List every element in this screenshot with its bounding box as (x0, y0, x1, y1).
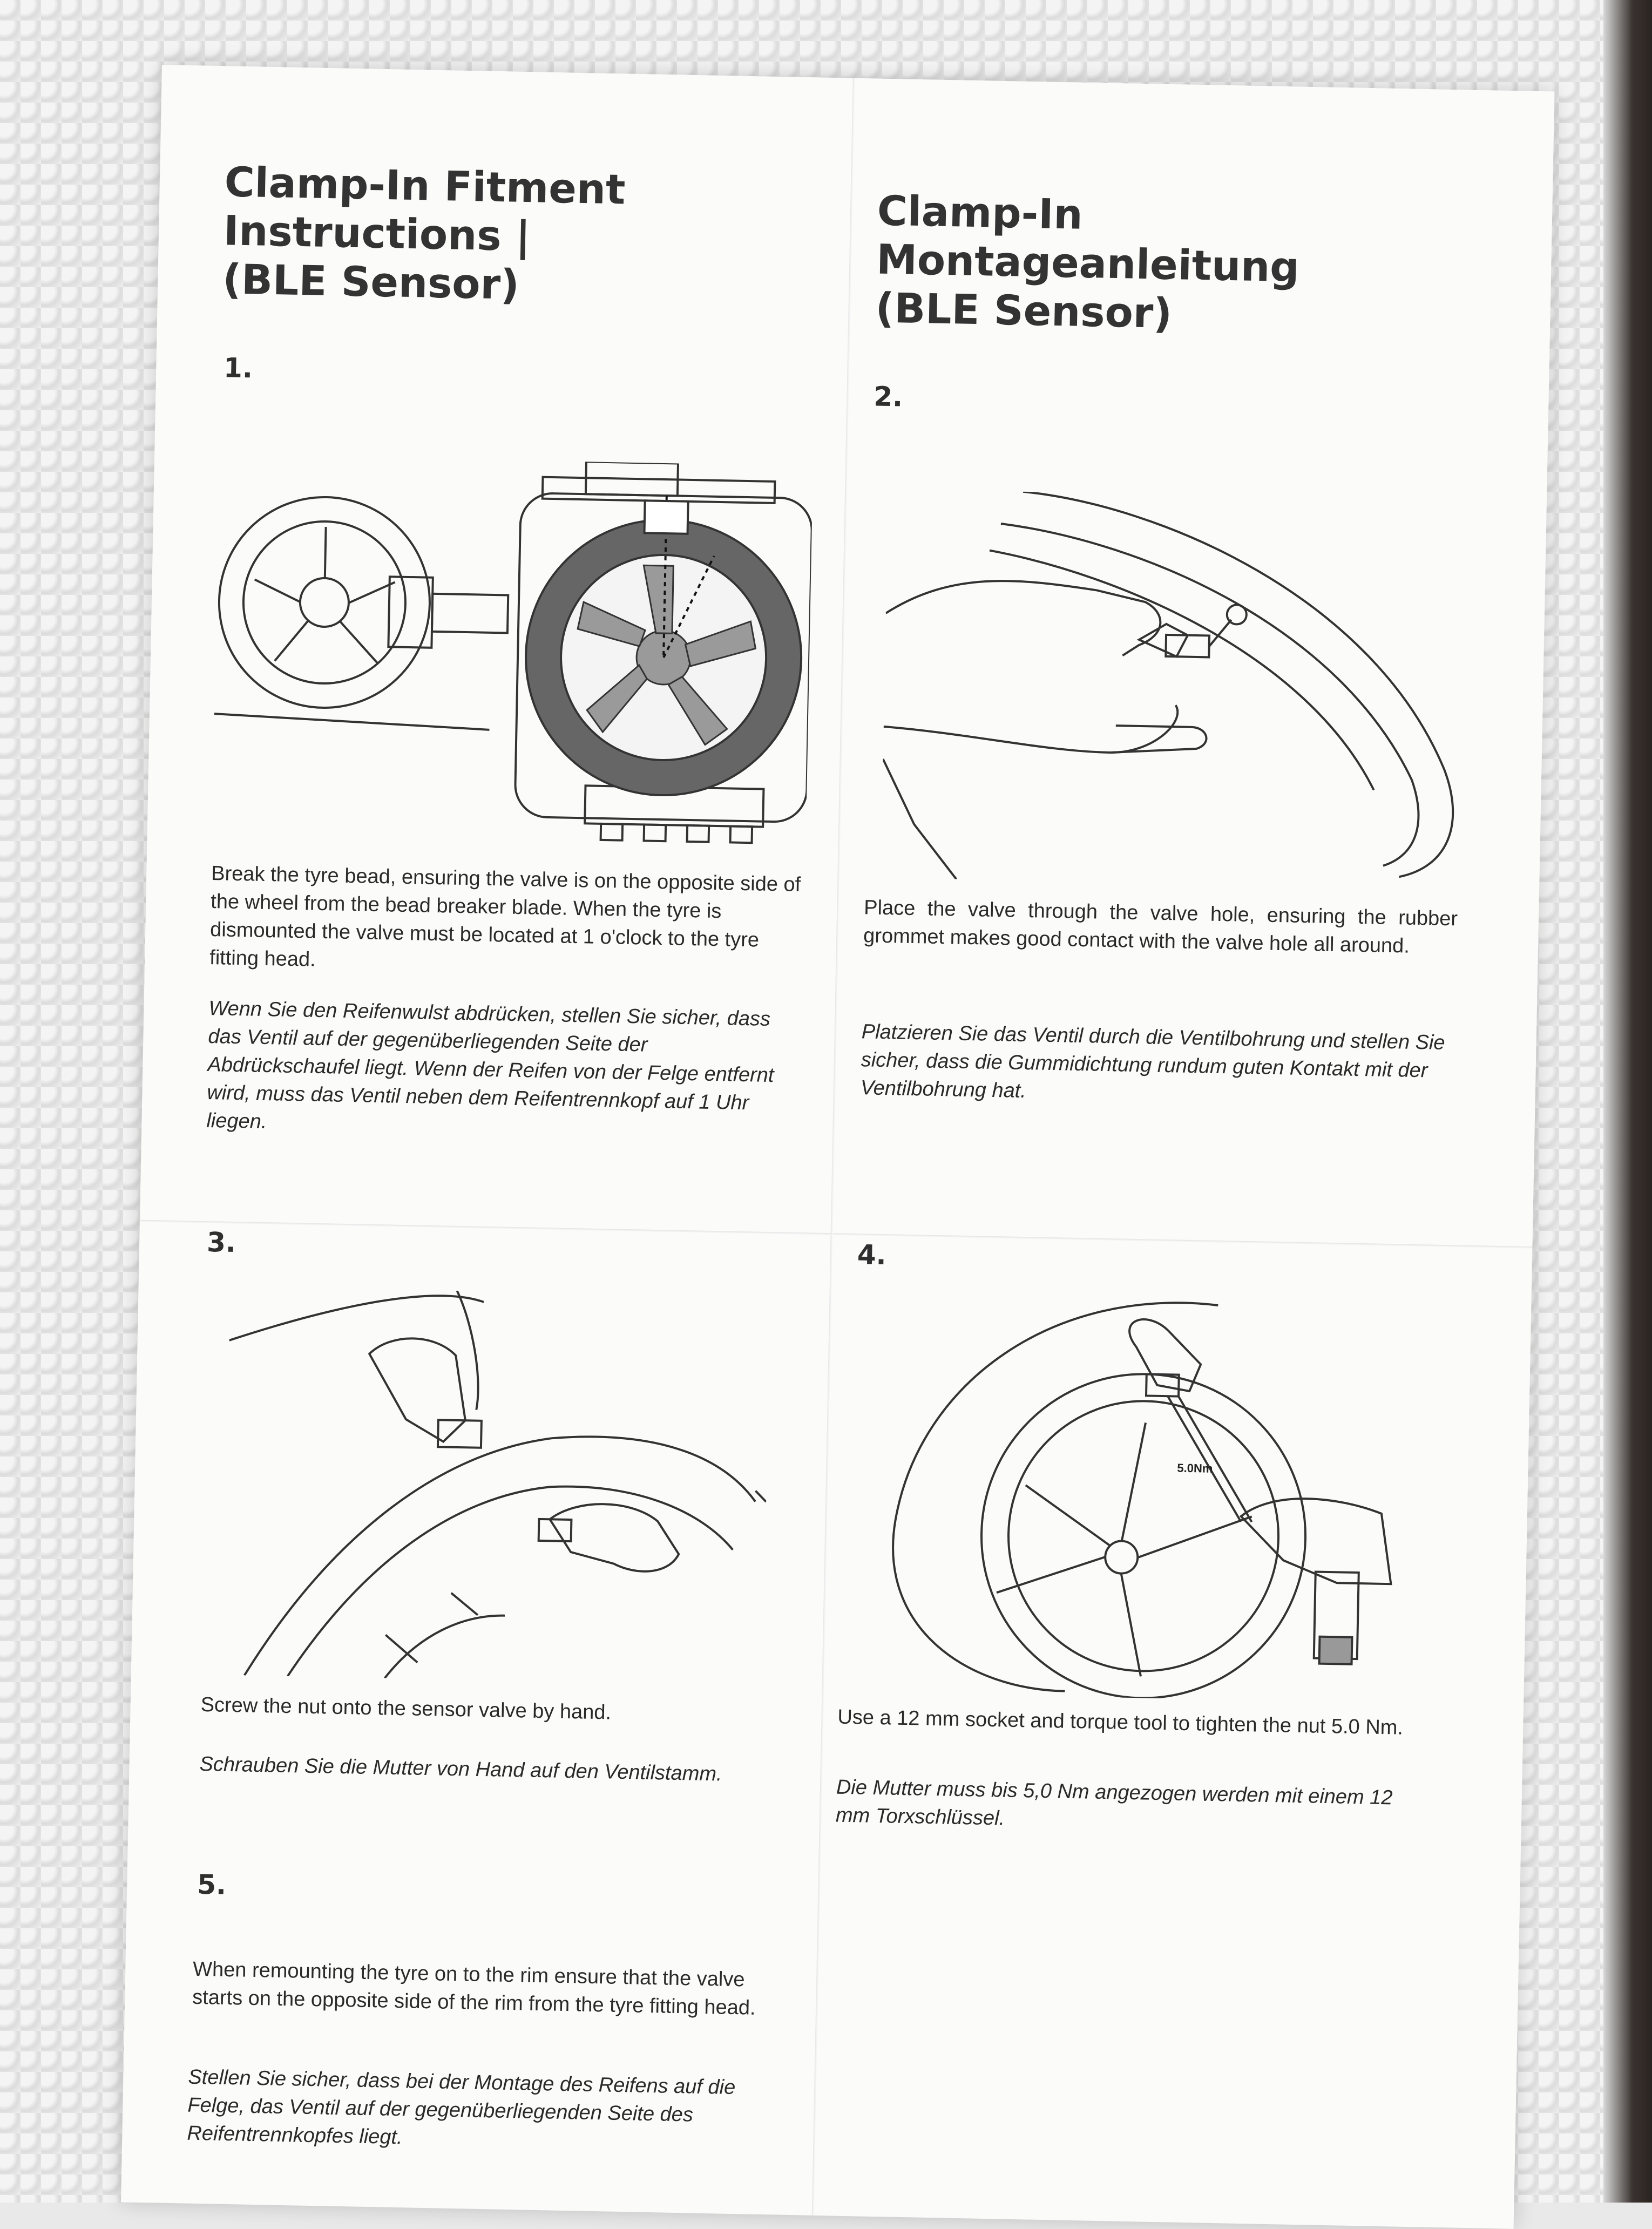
instruction-sheet (121, 65, 1555, 2229)
step-2-text-german: Platzieren Sie das Ventil durch die Ventilbohrung und stellen Sie sicher, dass die Gummidichtung rundum guten Kontakt mit der Ventilbohrung hat. (860, 1020, 1445, 1103)
step-4-illustration (859, 1293, 1434, 1704)
step-2-number: 2. (873, 381, 903, 413)
step-4-number: 4. (857, 1239, 887, 1271)
step-1-illustration (212, 455, 813, 855)
step-4-text-german: Die Mutter muss bis 5,0 Nm angezogen werden mit einem 12 mm Torxschlüssel. (835, 1776, 1393, 1830)
fold-line-horizontal (140, 1220, 1533, 1249)
title-english-line-2: (BLE Sensor) (222, 255, 520, 309)
title-german-line-1: Clamp-In Montageanleitung (876, 186, 1300, 292)
step-1-text-german: Wenn Sie den Reifenwulst abdrücken, stellen Sie sicher, dass das Ventil auf der gegenüberliegenden Seite der Abdrückschaufel liegt. Wenn der Reifen von der Felge entfernt wird, muss das Ventil neben dem Reifentrennkopf auf 1 Uhr liegen. (206, 997, 774, 1134)
title-english-line-1: Clamp-In Fitment Instructions | (223, 158, 626, 261)
step-5-text-english: When remounting the tyre on to the rim ensure that the valve starts on the opposite side of the rim from the tyre fitting head. (192, 1957, 756, 2020)
table-edge (1603, 0, 1652, 2203)
step-5-number: 5. (197, 1868, 227, 1901)
step-3-text-english: Screw the nut onto the sensor valve by hand. (200, 1693, 612, 1724)
title-english (222, 158, 873, 316)
step-1-text-english: Break the tyre bead, ensuring the valve is on the opposite side of the wheel from the bead breaker blade. When the tyre is dismounted the valve must be located at 1 o'clock to the tyre fitting head. (209, 862, 801, 971)
title-german (875, 186, 1499, 344)
step-3-number: 3. (206, 1227, 236, 1259)
title-german-line-2: (BLE Sensor) (875, 283, 1173, 337)
step-4-torque-label: 5.0Nm (1177, 1461, 1213, 1475)
step-4-text-english: Use a 12 mm socket and torque tool to tighten the nut 5.0 Nm. (837, 1705, 1404, 1739)
fold-line-vertical (812, 78, 855, 2216)
step-3-illustration (223, 1286, 770, 1685)
step-5-text-german: Stellen Sie sicher, dass bei der Montage des Reifens auf die Felge, das Ventil auf der gegenüberliegenden Seite des Reifentrennkopfes liegt. (187, 2065, 736, 2149)
step-3-text-german: Schrauben Sie die Mutter von Hand auf den Ventilstamm. (199, 1752, 722, 1786)
step-2-illustration (881, 489, 1482, 889)
step-2-text-english: Place the valve through the valve hole, ensuring the rubber grommet makes good contact with the valve hole all around. (863, 896, 1458, 958)
step-1-number: 1. (223, 352, 253, 384)
